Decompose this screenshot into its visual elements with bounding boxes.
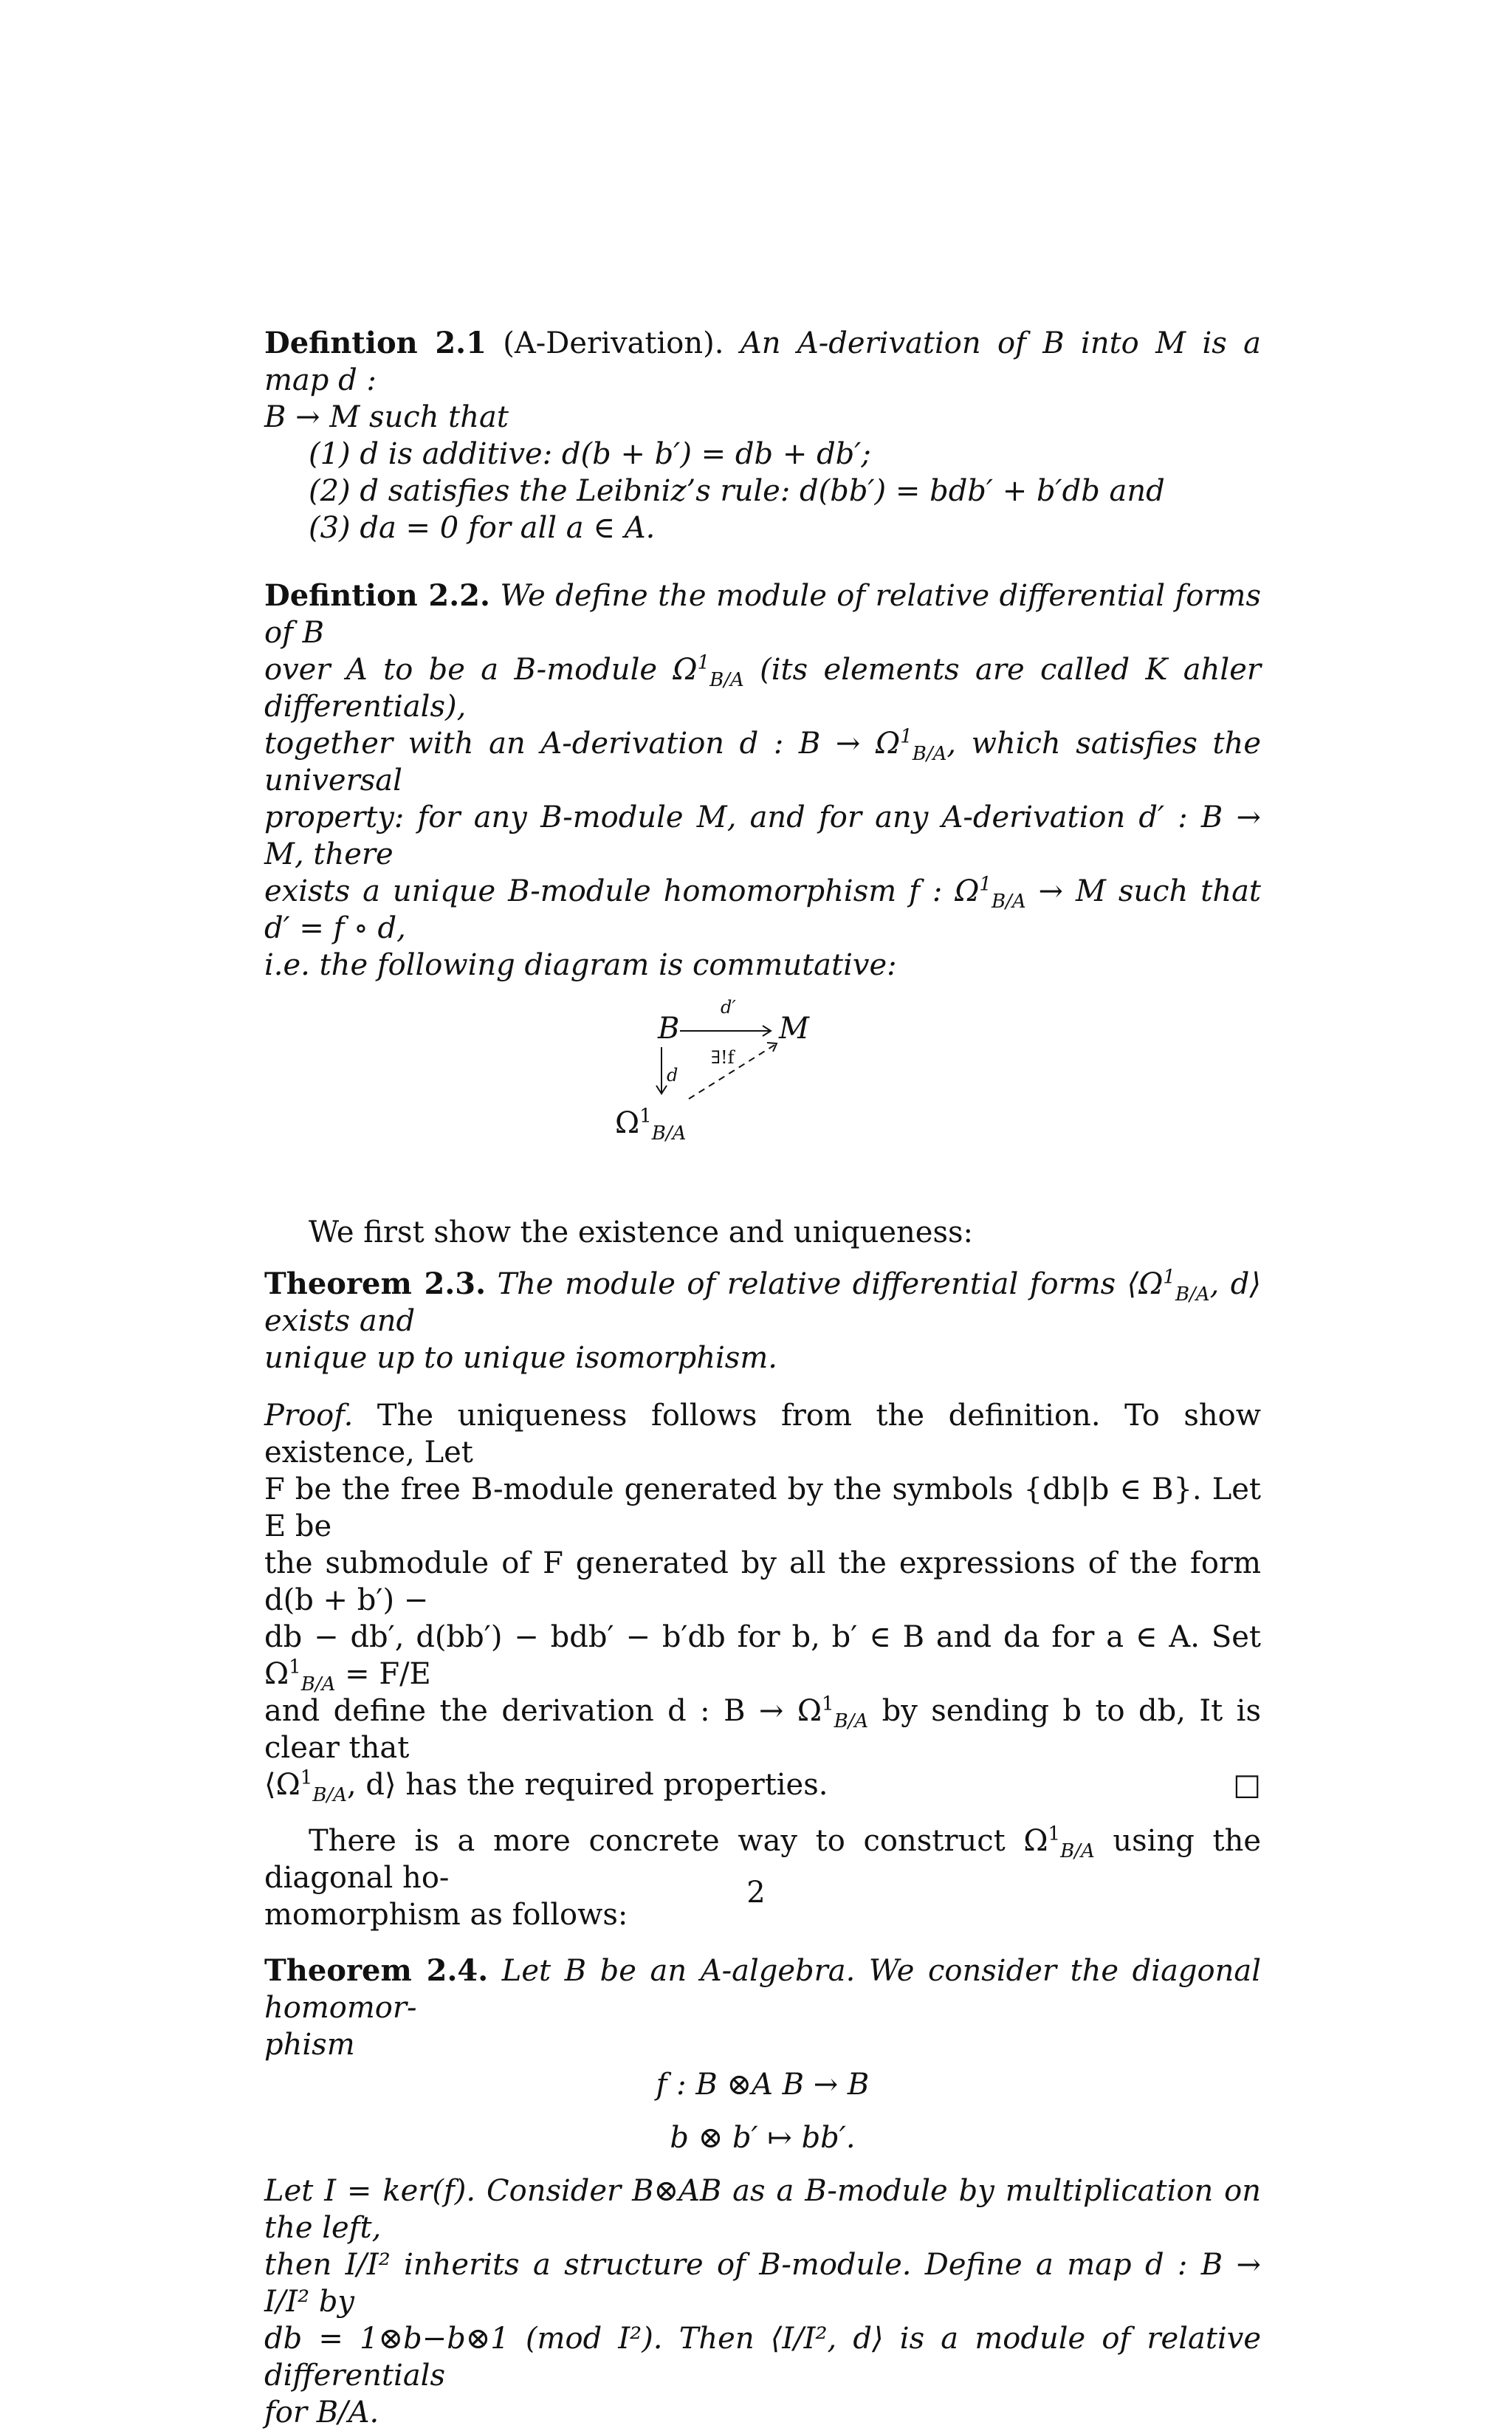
diagram-label-exists-f: ∃!f: [711, 1047, 735, 1068]
definition-text: over A to be a B-module Ω: [264, 653, 698, 687]
equation-map: f : B ⊗A B → B: [656, 2068, 870, 2102]
subscript: B/A: [709, 669, 744, 691]
body-text: using the diagonal ho-: [264, 1824, 1262, 1895]
theorem-text: phism: [264, 2028, 355, 2062]
definition-text: , which satisfies the universal: [264, 727, 1261, 798]
definition-label: Defintion 2.1: [264, 326, 487, 360]
definition-text: together with an A-derivation d : B → Ω: [264, 727, 901, 761]
body-text: momorphism as follows:: [264, 1898, 628, 1932]
diagram-node-b: B: [658, 1012, 680, 1046]
diagram-label-d: d: [667, 1065, 678, 1086]
omega-symbol: Ω: [615, 1106, 640, 1140]
theorem-text: , d⟩ exists and: [264, 1267, 1261, 1338]
proof-text: db − db′, d(bb′) − bdb′ − b′db for b, b′ ∈ B and da for a ∈ A. Set Ω: [264, 1620, 1261, 1691]
proof-text: and define the derivation d : B → Ω: [264, 1694, 822, 1728]
superscript: 1: [300, 1766, 313, 1789]
definition-item: (1) d is additive: d(b + b′) = db + db′;: [309, 437, 871, 471]
dashed-arrow-omega-to-m: [689, 1044, 776, 1099]
diagram-node-m: M: [779, 1012, 809, 1046]
subscript: B/A: [991, 891, 1026, 913]
theorem-label: Theorem 2.3.: [264, 1266, 487, 1301]
superscript: 1: [1163, 1266, 1175, 1289]
theorem-2-4: [264, 1952, 1261, 2431]
page-number: 2: [746, 1876, 766, 1910]
diagram-arrows: [615, 1012, 896, 1182]
definition-text: B → M such that: [264, 400, 509, 434]
proof: [264, 1397, 1261, 1806]
proof-text: The uniqueness follows from the definition. To show existence, Let: [264, 1399, 1261, 1470]
theorem-text: db = 1⊗b−b⊗1 (mod I²). Then ⟨I/I², d⟩ is a module of relative differentials: [264, 2322, 1261, 2393]
proof-text: F be the free B-module generated by the symbols {db|b ∈ B}. Let E be: [264, 1472, 1261, 1543]
theorem-text: for B/A.: [264, 2396, 379, 2430]
proof-label: Proof.: [264, 1399, 354, 1433]
superscript: 1: [822, 1693, 834, 1715]
diagram-label-d-prime: d′: [721, 997, 736, 1018]
definition-text: An A-derivation of B into M is a map d :: [264, 326, 1262, 397]
subscript: B/A: [912, 743, 947, 765]
superscript: 1: [900, 725, 913, 748]
definition-text: i.e. the following diagram is commutative:: [264, 948, 897, 982]
superscript: 1: [697, 651, 710, 674]
proof-text: by sending b to db, It is clear that: [264, 1694, 1261, 1765]
commutative-diagram: [615, 997, 896, 1182]
definition-text: exists a unique B-module homomorphism f : Ω: [264, 874, 980, 908]
definition-text: → M such that d′ = f ∘ d,: [264, 874, 1262, 945]
subscript: B/A: [312, 1784, 347, 1806]
proof-text: ⟨Ω: [264, 1768, 300, 1802]
qed-symbol: □: [1233, 1768, 1261, 1802]
theorem-text: Let I = ker(f). Consider B⊗AB as a B-module by multiplication on the left,: [264, 2174, 1261, 2245]
definition-2-2: [264, 577, 1261, 984]
theorem-text: then I/I² inherits a structure of B-module. Define a map d : B → I/I² by: [264, 2248, 1261, 2319]
subscript: B/A: [651, 1122, 687, 1145]
superscript: 1: [1048, 1823, 1061, 1845]
superscript: 1: [289, 1656, 301, 1679]
superscript: 1: [979, 873, 992, 896]
definition-title: (A-Derivation).: [486, 326, 724, 360]
theorem-text: unique up to unique isomorphism.: [264, 1341, 777, 1375]
proof-text: , d⟩ has the required properties.: [346, 1768, 828, 1802]
theorem-text: Let B be an A-algebra. We consider the diagonal homomor-: [264, 1954, 1262, 2025]
definition-label: Defintion 2.2.: [264, 578, 490, 613]
equation-mapsto: b ⊗ b′ ↦ bb′.: [670, 2121, 856, 2155]
definition-text: We define the module of relative differential forms of B: [264, 579, 1261, 650]
proof-text: the submodule of F generated by all the expressions of the form d(b + b′) −: [264, 1546, 1261, 1617]
theorem-label: Theorem 2.4.: [264, 1953, 489, 1988]
subscript: B/A: [1175, 1283, 1210, 1306]
theorem-2-3: [264, 1266, 1261, 1376]
definition-text: property: for any B-module M, and for any A-derivation d′ : B → M, there: [264, 800, 1261, 871]
subscript: B/A: [834, 1710, 869, 1732]
superscript: 1: [639, 1105, 652, 1128]
definition-item: (2) d satisfies the Leibniz’s rule: d(bb′) = bdb′ + b′db and: [309, 474, 1165, 508]
subscript: B/A: [1060, 1840, 1095, 1862]
proof-text: = F/E: [335, 1657, 431, 1691]
definition-item: (3) da = 0 for all a ∈ A.: [309, 511, 656, 545]
body-text: There is a more concrete way to construct Ω: [309, 1824, 1048, 1858]
subscript: B/A: [300, 1673, 336, 1695]
theorem-text: The module of relative differential forms ⟨Ω: [497, 1267, 1164, 1301]
intro-text: We first show the existence and uniqueness:: [309, 1216, 973, 1249]
definition-text: (its elements are called K ahler differentials),: [264, 653, 1261, 724]
page-body: [264, 325, 1261, 2431]
definition-2-1: [264, 325, 1261, 546]
